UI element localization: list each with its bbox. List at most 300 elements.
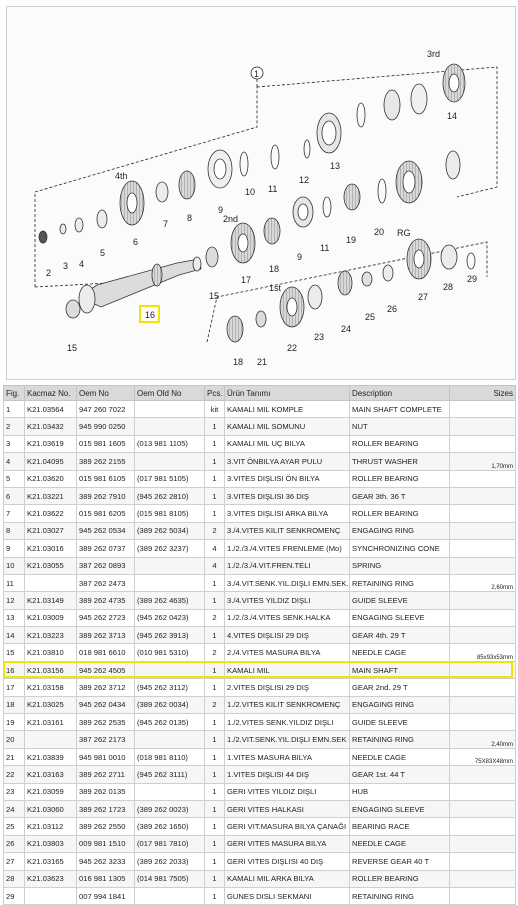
cell-size [450, 679, 516, 696]
cell-size [450, 818, 516, 835]
cell-pcs: 2 [205, 644, 225, 661]
table-row[interactable] [4, 766, 516, 783]
cell-pcs: 2 [205, 522, 225, 539]
cell-desc: NEEDLE CAGE [350, 644, 450, 661]
cell-urun: 3./4.VITES KILIT SENKROMENÇ [225, 522, 350, 539]
cell-oem: 389 262 2711 [77, 766, 135, 783]
cell-kacmaz: K21.03564 [25, 401, 77, 418]
cell-pcs: 1 [205, 887, 225, 904]
table-row[interactable] [4, 592, 516, 609]
cell-kacmaz: K21.03619 [25, 435, 77, 452]
table-row[interactable] [4, 609, 516, 626]
cell-urun: KAMALI MIL KOMPLE [225, 401, 350, 418]
cell-urun: 1.VITES MASURA BILYA [225, 748, 350, 765]
callout-11b: 11 [320, 243, 330, 253]
cell-size [450, 557, 516, 574]
cell-oem-old: (010 981 5310) [135, 644, 205, 661]
cell-size [450, 870, 516, 887]
callout-15b: 15 [67, 343, 78, 353]
cell-urun: KAMALI MIL [225, 661, 350, 678]
main-shaft-drawing [79, 257, 201, 313]
cell-kacmaz: K21.03620 [25, 470, 77, 487]
cell-kacmaz: K21.03161 [25, 714, 77, 731]
cell-urun: 1./2.VITES SENK.YILDIZ DIŞLI [225, 714, 350, 731]
cell-urun: GERI VITES HALKASI [225, 800, 350, 817]
cell-size [450, 592, 516, 609]
cell-pcs: 1 [205, 435, 225, 452]
cell-urun: 4.VITES DIŞLISI 29 DIŞ [225, 627, 350, 644]
callout-25: 25 [365, 312, 376, 322]
cell-kacmaz: K21.03156 [25, 661, 77, 678]
cell-size [450, 835, 516, 852]
cell-fig: 8 [4, 522, 25, 539]
cell-fig: 10 [4, 557, 25, 574]
cell-kacmaz: K21.03803 [25, 835, 77, 852]
cell-desc: REVERSE GEAR 40 T [350, 853, 450, 870]
cell-pcs: 1 [205, 853, 225, 870]
cell-oem: 015 981 6105 [77, 470, 135, 487]
table-row[interactable] [4, 887, 516, 904]
parts-table [3, 385, 516, 905]
table-row[interactable] [4, 401, 516, 418]
cell-kacmaz: K21.03623 [25, 870, 77, 887]
table-row[interactable] [4, 522, 516, 539]
cell-oem: 945 262 0534 [77, 522, 135, 539]
cell-kacmaz: K21.03112 [25, 818, 77, 835]
col-header-urun: Ürün Tanımı [225, 386, 350, 401]
table-row[interactable] [4, 487, 516, 504]
cell-size [450, 887, 516, 904]
callout-19: 19 [346, 235, 357, 245]
cell-desc: ROLLER BEARING [350, 870, 450, 887]
table-row[interactable] [4, 696, 516, 713]
cell-desc: GUIDE SLEEVE [350, 592, 450, 609]
cell-oem-old: (017 981 7810) [135, 835, 205, 852]
table-row[interactable] [4, 540, 516, 557]
cell-desc: NEEDLE CAGE [350, 835, 450, 852]
table-row[interactable] [4, 714, 516, 731]
cell-oem: 945 262 2723 [77, 609, 135, 626]
cell-size [450, 627, 516, 644]
cell-fig: 6 [4, 487, 25, 504]
cell-kacmaz: K21.03149 [25, 592, 77, 609]
cell-fig: 25 [4, 818, 25, 835]
cell-pcs: 1 [205, 574, 225, 591]
cell-oem: 389 262 7910 [77, 487, 135, 504]
cell-urun: KAMALI MIL SOMUNU [225, 418, 350, 435]
cell-desc: ENGAGING SLEEVE [350, 800, 450, 817]
callout-7: 7 [163, 219, 169, 229]
cell-fig: 28 [4, 870, 25, 887]
cell-oem: 945 262 3233 [77, 853, 135, 870]
cell-kacmaz [25, 574, 77, 591]
callout-6: 6 [133, 237, 139, 247]
cell-pcs: 1 [205, 800, 225, 817]
cell-oem: 007 994 1841 [77, 887, 135, 904]
cell-oem: 945 990 0250 [77, 418, 135, 435]
cell-desc: GEAR 4th. 29 T [350, 627, 450, 644]
cell-urun: 3./4.VITES YILDIZ DIŞLI [225, 592, 350, 609]
table-row[interactable] [4, 870, 516, 887]
cell-size [450, 853, 516, 870]
callout-1: 1 [254, 69, 260, 79]
cell-oem-old [135, 418, 205, 435]
cell-kacmaz: K21.03027 [25, 522, 77, 539]
cell-oem-old [135, 453, 205, 470]
cell-fig: 3 [4, 435, 25, 452]
label-1st: 1st [269, 283, 282, 293]
cell-fig: 4 [4, 453, 25, 470]
table-row[interactable] [4, 505, 516, 522]
cell-fig: 5 [4, 470, 25, 487]
cell-desc: RETAINING RING [350, 574, 450, 591]
cell-fig: 24 [4, 800, 25, 817]
cell-size: 1,70mm [450, 453, 516, 470]
cell-kacmaz: K21.03223 [25, 627, 77, 644]
cell-fig: 26 [4, 835, 25, 852]
cell-size [450, 800, 516, 817]
cell-kacmaz: K21.03158 [25, 679, 77, 696]
cell-fig: 16 [4, 661, 25, 678]
cell-fig: 18 [4, 696, 25, 713]
cell-size [450, 470, 516, 487]
cell-oem-old: (013 981 1105) [135, 435, 205, 452]
cell-fig: 9 [4, 540, 25, 557]
cell-oem: 018 981 6610 [77, 644, 135, 661]
cell-size [450, 714, 516, 731]
cell-fig: 23 [4, 783, 25, 800]
cell-urun: 1./2.VITES KILIT SENKROMENÇ [225, 696, 350, 713]
callout-29: 29 [467, 274, 478, 284]
cell-oem: 945 262 4505 [77, 661, 135, 678]
table-row[interactable] [4, 818, 516, 835]
cell-desc: ENGAGING RING [350, 522, 450, 539]
cell-oem-old: (945 262 3913) [135, 627, 205, 644]
cell-oem-old: (389 262 2033) [135, 853, 205, 870]
cell-urun: 3.VIT ÖNBILYA AYAR PULU [225, 453, 350, 470]
callout-3: 3 [63, 261, 69, 271]
cell-desc: ROLLER BEARING [350, 505, 450, 522]
cell-desc: ENGAGING RING [350, 696, 450, 713]
col-header-description: Description [350, 386, 450, 401]
col-header-oem: Oem No [77, 386, 135, 401]
callout-8: 8 [187, 213, 193, 223]
col-header-oem-old: Oem Old No [135, 386, 205, 401]
cell-size [450, 401, 516, 418]
cell-pcs: kit [205, 401, 225, 418]
cell-size [450, 661, 516, 678]
cell-fig: 7 [4, 505, 25, 522]
cell-oem-old: (389 262 1650) [135, 818, 205, 835]
cell-oem: 016 981 1305 [77, 870, 135, 887]
table-row[interactable] [4, 557, 516, 574]
cell-urun: GUNES DISLI SEKMANI [225, 887, 350, 904]
table-row[interactable] [4, 418, 516, 435]
cell-kacmaz: K21.03810 [25, 644, 77, 661]
callout-15a: 15 [209, 291, 220, 301]
cell-kacmaz: K21.03016 [25, 540, 77, 557]
cell-urun: 2./4.VITES MASURA BILYA [225, 644, 350, 661]
table-row[interactable] [4, 661, 516, 678]
cell-urun: 1./2.VIT.SENK.YIL.DIŞLI EMN.SEK [225, 731, 350, 748]
cell-urun: 3./4.VIT.SENK.YIL.DIŞLI EMN.SEK. [225, 574, 350, 591]
cell-size: 2,60mm [450, 574, 516, 591]
cell-pcs: 4 [205, 540, 225, 557]
table-row[interactable] [4, 644, 516, 661]
col-header-fig: Fig. [4, 386, 25, 401]
table-row[interactable] [4, 835, 516, 852]
cell-desc: SYNCHRONIZING CONE [350, 540, 450, 557]
table-row[interactable] [4, 731, 516, 748]
cell-oem: 387 262 2473 [77, 574, 135, 591]
cell-kacmaz: K21.04095 [25, 453, 77, 470]
callout-2: 2 [46, 268, 52, 278]
cell-urun: GERI VITES YILDIZ DIŞLI [225, 783, 350, 800]
cell-oem: 945 262 0434 [77, 696, 135, 713]
cell-pcs: 1 [205, 731, 225, 748]
cell-oem-old: (945 262 3112) [135, 679, 205, 696]
cell-urun: 3.VITES DIŞLISI ARKA BILYA [225, 505, 350, 522]
cell-desc: HUB [350, 783, 450, 800]
callout-18a: 18 [269, 264, 280, 274]
cell-fig: 27 [4, 853, 25, 870]
cell-desc: MAIN SHAFT COMPLETE [350, 401, 450, 418]
cell-size [450, 487, 516, 504]
cell-size: 85x93x53mm [450, 644, 516, 661]
callout-9a: 9 [218, 205, 224, 215]
cell-pcs: 1 [205, 714, 225, 731]
cell-fig: 1 [4, 401, 25, 418]
cell-fig: 20 [4, 731, 25, 748]
callout-13: 13 [330, 161, 341, 171]
cell-fig: 14 [4, 627, 25, 644]
cell-pcs: 1 [205, 870, 225, 887]
cell-size [450, 783, 516, 800]
cell-oem: 389 262 1723 [77, 800, 135, 817]
cell-oem-old: (945 262 0423) [135, 609, 205, 626]
cell-oem-old [135, 557, 205, 574]
cell-urun: 1./2./3./4.VITES FRENLEME (Mo) [225, 540, 350, 557]
cell-oem-old: (945 262 2810) [135, 487, 205, 504]
callout-27: 27 [418, 292, 429, 302]
cell-oem: 389 262 0135 [77, 783, 135, 800]
cell-desc: ENGAGING SLEEVE [350, 609, 450, 626]
table-row[interactable] [4, 470, 516, 487]
table-row[interactable] [4, 679, 516, 696]
cell-oem: 389 262 2155 [77, 453, 135, 470]
cell-pcs: 1 [205, 592, 225, 609]
cell-desc: NUT [350, 418, 450, 435]
cell-oem-old: (017 981 5105) [135, 470, 205, 487]
cell-pcs: 1 [205, 766, 225, 783]
cell-oem: 015 981 1605 [77, 435, 135, 452]
cell-oem: 945 981 0010 [77, 748, 135, 765]
cell-kacmaz [25, 887, 77, 904]
callout-21: 21 [257, 357, 268, 367]
cell-size [450, 418, 516, 435]
cell-oem: 389 262 2550 [77, 818, 135, 835]
cell-oem-old: (389 262 3237) [135, 540, 205, 557]
table-row[interactable] [4, 574, 516, 591]
diagram-svg [7, 7, 515, 379]
cell-oem-old: (389 262 0023) [135, 800, 205, 817]
cell-kacmaz: K21.03221 [25, 487, 77, 504]
cell-desc: GEAR 2nd. 29 T [350, 679, 450, 696]
cell-oem: 389 262 2535 [77, 714, 135, 731]
cell-pcs: 1 [205, 627, 225, 644]
cell-urun: KAMALI MIL UÇ BILYA [225, 435, 350, 452]
cell-size [450, 435, 516, 452]
cell-urun: 3.VITES DIŞLISI 36 DIŞ [225, 487, 350, 504]
table-row[interactable] [4, 627, 516, 644]
cell-pcs: 1 [205, 661, 225, 678]
cell-size [450, 696, 516, 713]
cell-kacmaz: K21.03025 [25, 696, 77, 713]
col-header-sizes: Sizes [450, 386, 516, 401]
cell-urun: KAMALI MIL ARKA BILYA [225, 870, 350, 887]
cell-kacmaz: K21.03055 [25, 557, 77, 574]
cell-pcs: 1 [205, 818, 225, 835]
callout-22: 22 [287, 343, 298, 353]
cell-kacmaz: K21.03622 [25, 505, 77, 522]
cell-oem: 389 262 3713 [77, 627, 135, 644]
callout-23: 23 [314, 332, 325, 342]
callout-5: 5 [100, 248, 106, 258]
callout-11a: 11 [268, 184, 278, 194]
cell-pcs: 1 [205, 453, 225, 470]
cell-urun: 2.VITES DIŞLISI 29 DIŞ [225, 679, 350, 696]
cell-urun: 3.VITES DIŞLISI ÖN BILYA [225, 470, 350, 487]
cell-desc: SPRING [350, 557, 450, 574]
cell-desc: NEEDLE CAGE [350, 748, 450, 765]
cell-pcs: 1 [205, 505, 225, 522]
cell-fig: 12 [4, 592, 25, 609]
cell-oem-old [135, 574, 205, 591]
callout-16: 16 [145, 310, 156, 320]
callout-24: 24 [341, 324, 352, 334]
cell-pcs: 1 [205, 487, 225, 504]
col-header-kacmaz: Kacmaz No. [25, 386, 77, 401]
cell-oem: 009 981 1510 [77, 835, 135, 852]
cell-pcs: 1 [205, 418, 225, 435]
callout-20: 20 [374, 227, 385, 237]
cell-fig: 2 [4, 418, 25, 435]
callout-12: 12 [299, 175, 310, 185]
callout-10: 10 [245, 187, 256, 197]
cell-fig: 13 [4, 609, 25, 626]
cell-desc: RETAINING RING [350, 731, 450, 748]
cell-oem-old [135, 661, 205, 678]
cell-oem-old: (014 981 7505) [135, 870, 205, 887]
cell-oem: 947 260 7022 [77, 401, 135, 418]
cell-oem-old: (389 262 4635) [135, 592, 205, 609]
table-row[interactable] [4, 748, 516, 765]
table-row[interactable] [4, 800, 516, 817]
label-2nd: 2nd [223, 214, 239, 224]
cell-desc: GEAR 3th. 36 T [350, 487, 450, 504]
cell-fig: 21 [4, 748, 25, 765]
callout-28: 28 [443, 282, 454, 292]
cell-desc: ROLLER BEARING [350, 470, 450, 487]
cell-desc: MAIN SHAFT [350, 661, 450, 678]
cell-oem: 389 262 0737 [77, 540, 135, 557]
callout-14: 14 [447, 111, 458, 121]
cell-size: 2,40mm [450, 731, 516, 748]
cell-fig: 11 [4, 574, 25, 591]
cell-pcs: 1 [205, 835, 225, 852]
cell-kacmaz: K21.03165 [25, 853, 77, 870]
cell-kacmaz: K21.03163 [25, 766, 77, 783]
cell-oem: 389 262 3712 [77, 679, 135, 696]
label-4th: 4th [115, 171, 128, 181]
table-row[interactable] [4, 853, 516, 870]
cell-desc: THRUST WASHER [350, 453, 450, 470]
cell-oem-old: (389 262 5034) [135, 522, 205, 539]
cell-pcs: 2 [205, 609, 225, 626]
label-RG: RG [397, 228, 411, 238]
cell-pcs: 4 [205, 557, 225, 574]
cell-size [450, 505, 516, 522]
cell-urun: 1.VITES DIŞLISI 44 DIŞ [225, 766, 350, 783]
cell-oem-old: (015 981 8105) [135, 505, 205, 522]
cell-fig: 19 [4, 714, 25, 731]
cell-kacmaz: K21.03059 [25, 783, 77, 800]
cell-oem: 015 981 6205 [77, 505, 135, 522]
cell-pcs: 1 [205, 470, 225, 487]
cell-size [450, 609, 516, 626]
cell-kacmaz: K21.03839 [25, 748, 77, 765]
callout-17: 17 [241, 275, 252, 285]
cell-oem-old [135, 731, 205, 748]
cell-oem-old: (018 981 8110) [135, 748, 205, 765]
table-header-row [4, 386, 516, 401]
table-body [4, 401, 516, 905]
cell-fig: 15 [4, 644, 25, 661]
cell-oem: 389 262 4735 [77, 592, 135, 609]
cell-pcs: 1 [205, 748, 225, 765]
cell-pcs: 1 [205, 679, 225, 696]
label-3rd: 3rd [427, 49, 441, 59]
col-header-pcs: Pcs. [205, 386, 225, 401]
cell-oem-old: (945 262 3111) [135, 766, 205, 783]
cell-size [450, 540, 516, 557]
cell-kacmaz: K21.03060 [25, 800, 77, 817]
cell-desc: GUIDE SLEEVE [350, 714, 450, 731]
cell-desc: ROLLER BEARING [350, 435, 450, 452]
cell-size [450, 522, 516, 539]
exploded-parts-diagram [6, 6, 516, 380]
table-row[interactable] [4, 453, 516, 470]
callout-9b: 9 [297, 252, 303, 262]
cell-pcs: 2 [205, 696, 225, 713]
table-row[interactable] [4, 435, 516, 452]
cell-size [450, 766, 516, 783]
cell-kacmaz: K21.03432 [25, 418, 77, 435]
cell-urun: GERI VIT.MASURA BILYA ÇANAĞI [225, 818, 350, 835]
table-row[interactable] [4, 783, 516, 800]
cell-oem: 387 262 2173 [77, 731, 135, 748]
cell-urun: 1./2./3./4.VITES SENK.HALKA [225, 609, 350, 626]
cell-oem-old [135, 783, 205, 800]
cell-fig: 22 [4, 766, 25, 783]
cell-oem-old [135, 401, 205, 418]
callout-4: 4 [79, 259, 85, 269]
cell-oem: 387 262 0893 [77, 557, 135, 574]
callout-18b: 18 [233, 357, 244, 367]
cell-urun: GERI VITES MASURA BILYA [225, 835, 350, 852]
cell-kacmaz: K21.03009 [25, 609, 77, 626]
cell-oem-old: (389 262 0034) [135, 696, 205, 713]
